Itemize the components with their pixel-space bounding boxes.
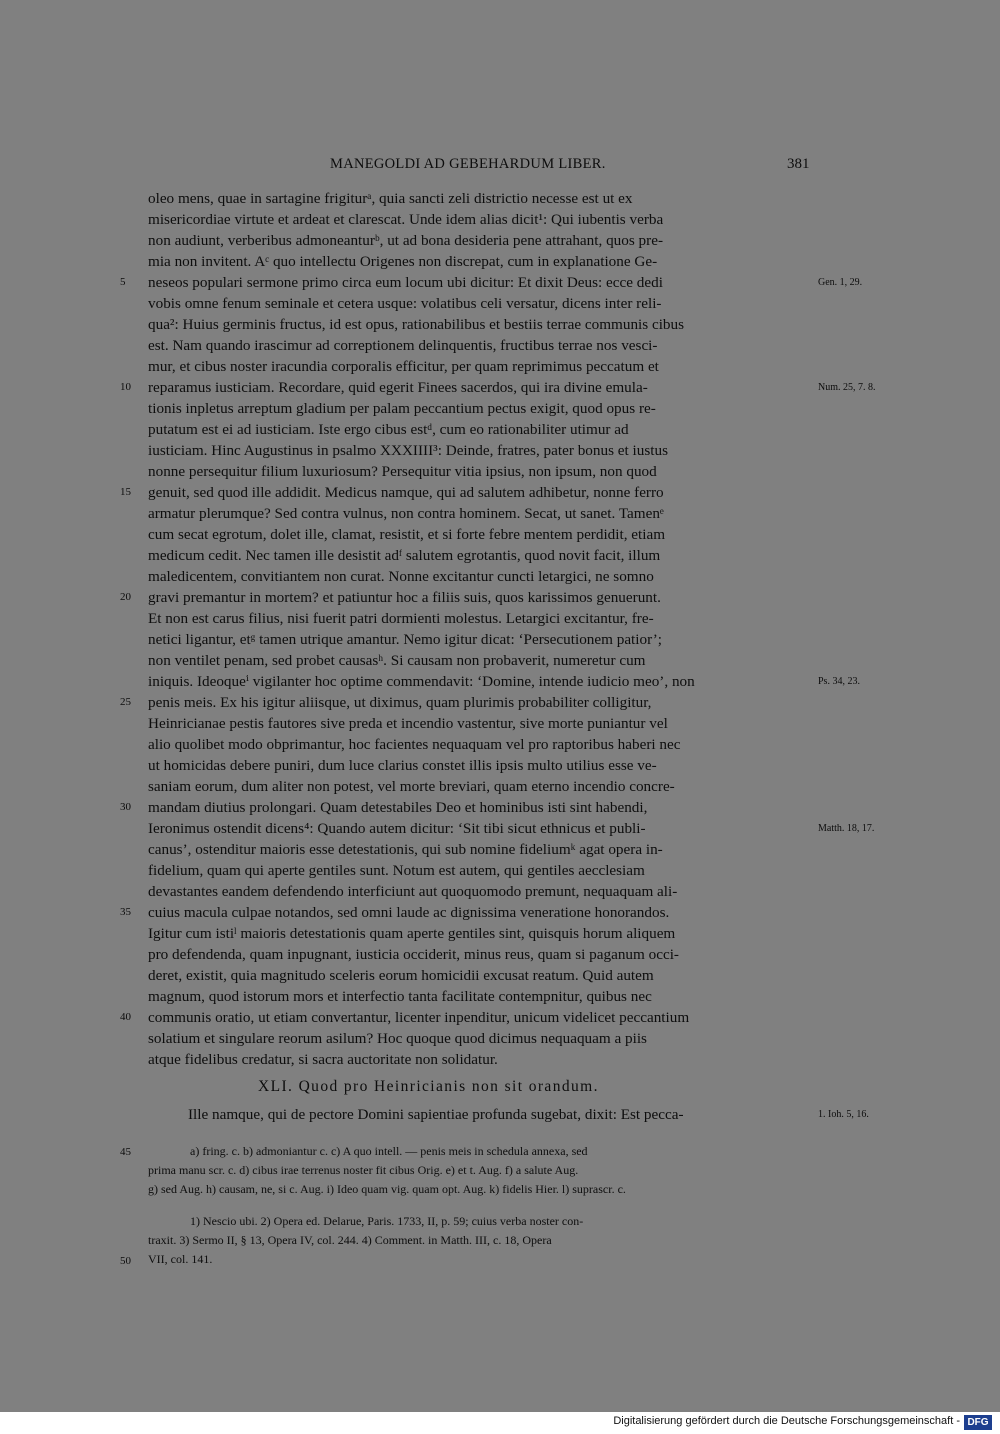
text-line: gravi premantur in mortem? et patiuntur hoc a filiis suis, quos karissimos genuerunt. bbox=[148, 589, 661, 606]
text-line: magnum, quod istorum mors et interfectio tanta facilitate contempnitur, quibus nec bbox=[148, 988, 652, 1005]
text-line: fidelium, quam qui aperte gentiles sunt. Notum est autem, qui gentiles aecclesiam bbox=[148, 862, 645, 879]
text-line: atque fidelibus credatur, si sacra auctoritate non solidatur. bbox=[148, 1051, 498, 1068]
text-line: deret, existit, quia magnitudo sceleris eorum homicidii excusat reatum. Quid autem bbox=[148, 967, 654, 984]
text-line: pro defendenda, quam inpugnant, iusticia occiderit, minus reus, quam si paganum occi- bbox=[148, 946, 679, 963]
text-line: communis oratio, ut etiam convertantur, licenter inpenditur, unicum videlicet peccantium bbox=[148, 1009, 690, 1026]
text-line: misericordiae virtute et ardeat et clarescat. Unde idem alias dicit¹: Qui iubentis verba bbox=[148, 211, 664, 228]
text-line: iniquis. Ideoqueⁱ vigilanter hoc optime commendavit: ‘Domine, intende iudicio meo’, non bbox=[148, 673, 695, 690]
text-line: est. Nam quando irascimur ad correptionem delinquentis, fructibus terrae nos vesci- bbox=[148, 337, 658, 354]
page-header bbox=[0, 156, 1000, 176]
text-line: solatium et singulare reorum asilum? Hoc quoque quod dicimus nequaquam a piis bbox=[148, 1030, 647, 1047]
text-line: saniam eorum, dum aliter non potest, vel morte breviari, quam eterno incendio concre- bbox=[148, 778, 675, 795]
text-line: devastantes eandem defendendo interficiunt aut quoquomodo premunt, nequaquam ali- bbox=[148, 883, 678, 900]
text-line: Heinricianae pestis fautores sive preda et incendio vastentur, sive morte puniantur vel bbox=[148, 715, 668, 732]
line-number: 50 bbox=[120, 1255, 131, 1267]
line-number: 15 bbox=[120, 486, 131, 498]
text-line: non audiunt, verberibus admoneanturᵇ, ut ad bona desideria pene attrahant, quos pre- bbox=[148, 232, 664, 249]
text-line: iusticiam. Hinc Augustinus in psalmo XXXIIII³: Deinde, fratres, pater bonus et iustus bbox=[148, 442, 668, 459]
text-line: medicum cedit. Nec tamen ille desistit adᶠ salutem egrotantis, quod novit facit, illum bbox=[148, 547, 661, 564]
line-number: 35 bbox=[120, 906, 131, 918]
margin-reference: Gen. 1, 29. bbox=[818, 277, 863, 288]
margin-reference: Num. 25, 7. 8. bbox=[818, 382, 876, 393]
line-number: 5 bbox=[120, 276, 126, 288]
text-line: ut homicidas debere puniri, dum luce clarius constet illis ipsis multo utilius esse ve- bbox=[148, 757, 657, 774]
line-number: 10 bbox=[120, 381, 131, 393]
funding-text: Digitalisierung gefördert durch die Deutsche Forschungsgemeinschaft - bbox=[613, 1415, 960, 1427]
footnote-line: VII, col. 141. bbox=[148, 1252, 213, 1266]
footnote-line: g) sed Aug. h) causam, ne, si c. Aug. i) Ideo quam vig. quam opt. Aug. k) fidelis Hier. l) suprascr. c. bbox=[148, 1182, 626, 1196]
text-line: mur, et cibus noster iracundia corporalis efficitur, per quam reprimimus peccatum et bbox=[148, 358, 659, 375]
page-number: 381 bbox=[787, 156, 810, 172]
text-line: armatur plerumque? Sed contra vulnus, non contra hominem. Secat, ut sanet. Tamenᵉ bbox=[148, 505, 664, 522]
text-line: genuit, sed quod ille addidit. Medicus namque, qui ad salutem adhibetur, nonne ferro bbox=[148, 484, 664, 501]
line-number: 30 bbox=[120, 801, 131, 813]
text-line: penis meis. Ex his igitur aliisque, ut diximus, quam plurimis probabiliter colligitur, bbox=[148, 694, 652, 711]
margin-reference: 1. Ioh. 5, 16. bbox=[818, 1109, 869, 1120]
text-line: Igitur cum istiˡ maioris detestationis quam aperte gentiles sint, quisquis horum aliquem bbox=[148, 925, 676, 942]
running-title: MANEGOLDI AD GEBEHARDUM LIBER. bbox=[330, 156, 606, 172]
text-line: mandam diutius prolongari. Quam detestabiles Deo et hominibus isti sint habendi, bbox=[148, 799, 648, 816]
text-line: vobis omne fenum seminale et cetera usque: volatibus celi versatur, dicens inter reli- bbox=[148, 295, 662, 312]
text-line: cuius macula culpae notandos, sed omni laude ac dignissima veneratione honorandos. bbox=[148, 904, 670, 921]
margin-reference: Ps. 34, 23. bbox=[818, 676, 860, 687]
text-line: maledicentem, convitiantem non curat. Nonne excitantur cuncti letargici, ne somno bbox=[148, 568, 654, 585]
line-number: 25 bbox=[120, 696, 131, 708]
line-number: 20 bbox=[120, 591, 131, 603]
text-line: tionis inpletus arreptum gladium per palam peccantium pectus exigit, quod opus re- bbox=[148, 400, 656, 417]
footnote-line: a) fring. c. b) admoniantur c. c) A quo intell. — penis meis in schedula annexa, sed bbox=[190, 1144, 588, 1158]
text-line: qua²: Huius germinis fructus, id est opus, rationabilibus et bestiis terrae communis cibus bbox=[148, 316, 685, 333]
footnote-line: 1) Nescio ubi. 2) Opera ed. Delarue, Paris. 1733, II, p. 59; cuius verba noster con- bbox=[190, 1214, 584, 1228]
section-heading: XLI. Quod pro Heinricianis non sit orandum. bbox=[258, 1078, 599, 1095]
text-line: netici ligantur, etᵍ tamen utrique amantur. Nemo igitur dicat: ‘Persecutionem patior’; bbox=[148, 631, 662, 648]
line-number: 40 bbox=[120, 1011, 131, 1023]
text-line: non ventilet penam, sed probet causasʰ. Si causam non probaverit, numeretur cum bbox=[148, 652, 646, 669]
text-line: cum secat egrotum, dolet ille, clamat, resistit, et si forte febre mentem perdidit, etiam bbox=[148, 526, 666, 543]
margin-reference: Matth. 18, 17. bbox=[818, 823, 875, 834]
text-line: nonne persequitur filium luxuriosum? Persequitur vitia ipsius, non ipsum, non quod bbox=[148, 463, 657, 480]
text-line: reparamus iusticiam. Recordare, quid egerit Finees sacerdos, qui ira divine emula- bbox=[148, 379, 648, 396]
text-line: Et non est carus filius, nisi fuerit patri dormienti molestus. Letargici excitantur, fre- bbox=[148, 610, 654, 627]
dfg-logo-icon: DFG bbox=[964, 1415, 992, 1430]
text-line: Ieronimus ostendit dicens⁴: Quando autem dicitur: ‘Sit tibi sicut ethnicus et publi- bbox=[148, 820, 646, 837]
footnote-line: prima manu scr. c. d) cibus irae terrenus noster fit cibus Orig. e) et t. Aug. f) a salute Aug. bbox=[148, 1163, 579, 1177]
text-line: oleo mens, quae in sartagine frigiturᵃ, quia sancti zeli districtio necesse est ut ex bbox=[148, 190, 633, 207]
footnote-line: traxit. 3) Sermo II, § 13, Opera IV, col. 244. 4) Comment. in Matth. III, c. 18, Opera bbox=[148, 1233, 552, 1247]
line-number: 45 bbox=[120, 1146, 131, 1158]
text-line: mia non invitent. Aᶜ quo intellectu Origenes non discrepat, cum in explanatione Ge- bbox=[148, 253, 658, 270]
funding-footer bbox=[0, 1412, 1000, 1434]
text-line: alio quolibet modo obprimantur, hoc facientes nequaquam vel pro raptoribus haberi nec bbox=[148, 736, 681, 753]
text-line: putatum est ei ad iusticiam. Iste ergo cibus estᵈ, cum eo rationabiliter utimur ad bbox=[148, 421, 629, 438]
text-line: canus’, ostenditur maioris esse detestationis, qui sub nomine fideliumᵏ agat opera in- bbox=[148, 841, 663, 858]
text-line: neseos populari sermone primo circa eum locum ubi dicitur: Et dixit Deus: ecce dedi bbox=[148, 274, 663, 291]
section-first-line: Ille namque, qui de pectore Domini sapientiae profunda sugebat, dixit: Est pecca- bbox=[188, 1106, 684, 1123]
